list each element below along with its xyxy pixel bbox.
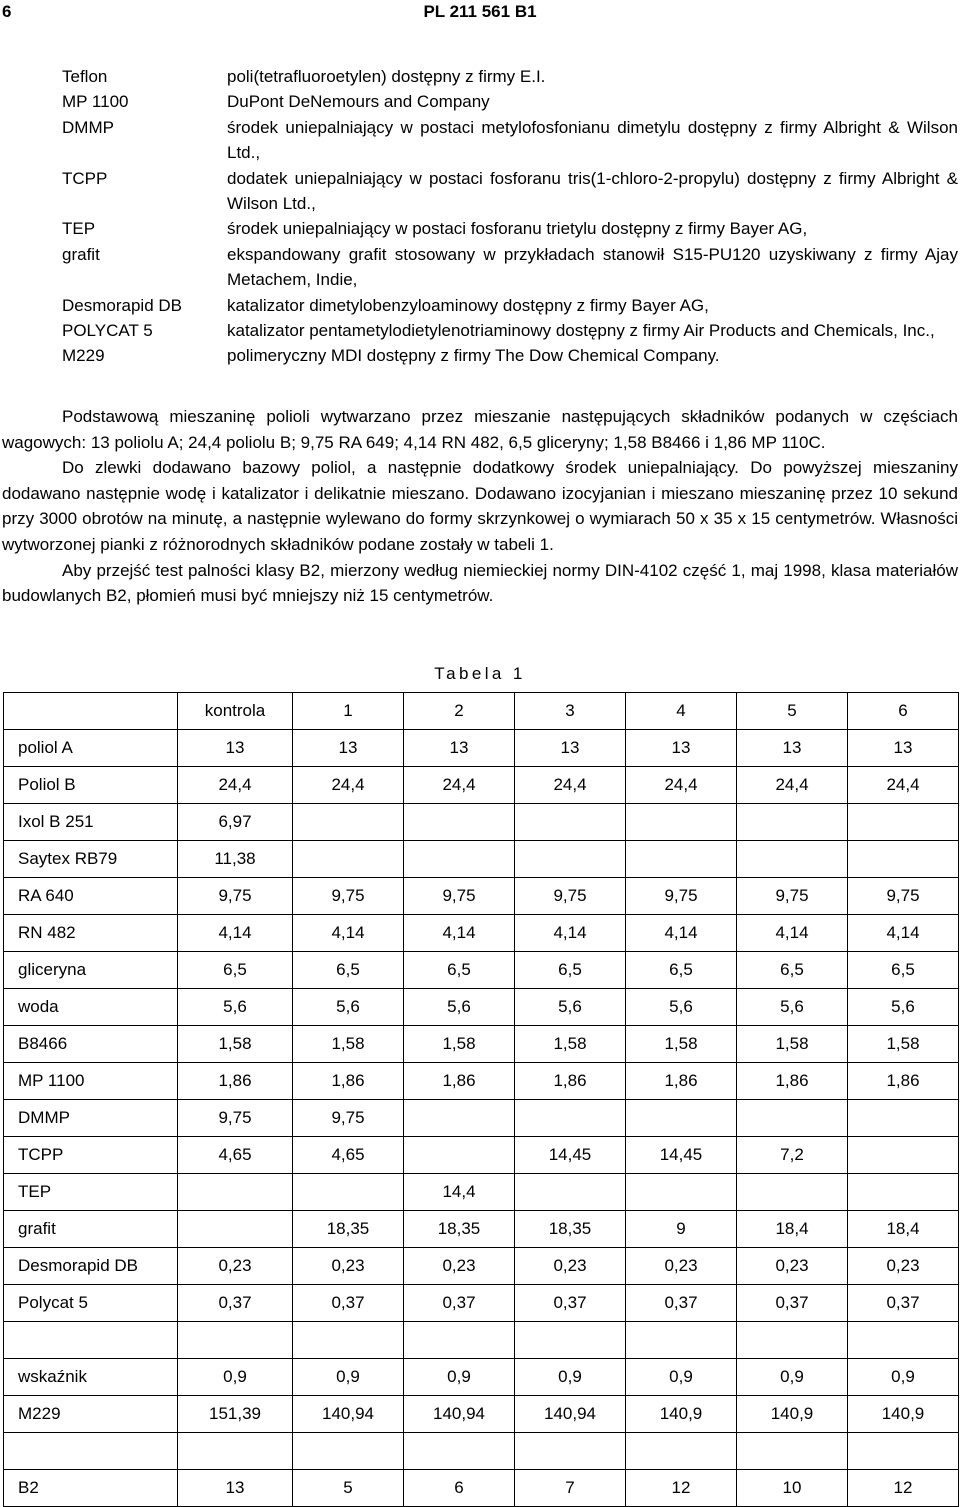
table-cell — [178, 1322, 293, 1359]
table-cell — [737, 1174, 848, 1211]
column-header: kontrola — [178, 693, 293, 730]
table-header-row — [4, 693, 959, 730]
table-cell — [515, 1100, 626, 1137]
column-header: 6 — [848, 693, 959, 730]
row-label: Poliol B — [4, 767, 178, 804]
table-row — [4, 767, 959, 804]
table-cell: 6,5 — [848, 952, 959, 989]
table-row — [4, 1248, 959, 1285]
row-label: M229 — [4, 1396, 178, 1433]
table-cell: 1,58 — [178, 1026, 293, 1063]
table-cell — [515, 1433, 626, 1470]
definition-item — [62, 293, 958, 318]
table-cell: 5,6 — [178, 989, 293, 1026]
data-table — [3, 692, 959, 1507]
table-cell: 9,75 — [404, 878, 515, 915]
table-cell: 4,14 — [848, 915, 959, 952]
table-cell: 13 — [404, 730, 515, 767]
table-cell: 0,37 — [737, 1285, 848, 1322]
table-cell: 0,9 — [626, 1359, 737, 1396]
table-cell: 18,35 — [293, 1211, 404, 1248]
row-label: TEP — [4, 1174, 178, 1211]
table-cell — [737, 1433, 848, 1470]
table-cell: 9,75 — [737, 878, 848, 915]
table-row — [4, 730, 959, 767]
column-header — [4, 693, 178, 730]
table-cell: 7,2 — [737, 1137, 848, 1174]
table-row — [4, 989, 959, 1026]
table-cell — [515, 804, 626, 841]
table-cell — [404, 804, 515, 841]
table-cell — [178, 1433, 293, 1470]
table-cell: 24,4 — [404, 767, 515, 804]
definition-item — [62, 115, 958, 166]
definition-description: katalizator pentametylodietylenotriaminowy dostępny z firmy Air Products and Chemicals, Inc., — [227, 321, 935, 341]
table-cell: 13 — [178, 730, 293, 767]
table-cell: 140,94 — [515, 1396, 626, 1433]
table-cell: 0,23 — [848, 1248, 959, 1285]
table-cell: 4,14 — [178, 915, 293, 952]
table-row — [4, 1063, 959, 1100]
table-cell: 1,86 — [737, 1063, 848, 1100]
table-cell — [293, 841, 404, 878]
table-cell: 24,4 — [848, 767, 959, 804]
table-cell: 18,35 — [515, 1211, 626, 1248]
definition-term: Teflon — [62, 67, 108, 86]
table-cell: 140,9 — [848, 1396, 959, 1433]
table-cell: 13 — [293, 730, 404, 767]
table-cell: 1,58 — [293, 1026, 404, 1063]
table-cell: 140,94 — [293, 1396, 404, 1433]
definition-description: środek uniepalniający w postaci metylofosfonianu dimetylu dostępny z firmy Albright & Wilson Ltd., — [227, 117, 958, 163]
table-row — [4, 952, 959, 989]
table-cell: 0,9 — [404, 1359, 515, 1396]
table-cell: 0,23 — [737, 1248, 848, 1285]
table-cell: 140,9 — [626, 1396, 737, 1433]
table-cell: 4,14 — [515, 915, 626, 952]
row-label: Polycat 5 — [4, 1285, 178, 1322]
table-cell: 1,58 — [404, 1026, 515, 1063]
table-cell — [404, 1322, 515, 1359]
table-cell: 6,5 — [515, 952, 626, 989]
table-row — [4, 878, 959, 915]
paragraph: Aby przejść test palności klasy B2, mierzony według niemieckiej normy DIN-4102 część 1, maj 1998, klasa materiałów budowlanych B2, płomień musi być mniejszy niż 15 centymetrów. — [2, 560, 958, 606]
table-row — [4, 1026, 959, 1063]
table-row — [4, 1137, 959, 1174]
table-cell: 0,37 — [848, 1285, 959, 1322]
table-cell — [293, 1322, 404, 1359]
table-cell: 140,94 — [404, 1396, 515, 1433]
table-caption: Tabela 1 — [434, 664, 526, 683]
table-cell — [848, 1322, 959, 1359]
table-cell: 13 — [848, 730, 959, 767]
table-cell — [178, 1211, 293, 1248]
table-cell — [737, 841, 848, 878]
table-cell: 4,14 — [404, 915, 515, 952]
definition-item — [62, 64, 958, 89]
table-cell: 4,14 — [737, 915, 848, 952]
table-cell: 9,75 — [626, 878, 737, 915]
table-cell: 9 — [626, 1211, 737, 1248]
table-cell: 0,9 — [293, 1359, 404, 1396]
table-cell: 11,38 — [178, 841, 293, 878]
table-cell — [848, 1174, 959, 1211]
table-cell: 1,86 — [293, 1063, 404, 1100]
table-cell — [848, 1137, 959, 1174]
table-row — [4, 1322, 959, 1359]
table-row — [4, 1100, 959, 1137]
table-cell: 24,4 — [293, 767, 404, 804]
definition-description: ekspandowany grafit stosowany w przykładach stanowił S15-PU120 uzyskiwany z firmy Ajay Metachem, Indie, — [227, 244, 958, 290]
table-cell: 0,23 — [626, 1248, 737, 1285]
page-number: 6 — [2, 2, 12, 21]
table-row — [4, 1470, 959, 1507]
row-label — [4, 1322, 178, 1359]
table-cell: 0,37 — [178, 1285, 293, 1322]
row-label: RA 640 — [4, 878, 178, 915]
table-cell: 6 — [404, 1470, 515, 1507]
table-row — [4, 1285, 959, 1322]
table-row — [4, 915, 959, 952]
table-row — [4, 1433, 959, 1470]
definition-term: M229 — [62, 346, 105, 366]
table-cell: 1,86 — [404, 1063, 515, 1100]
table-cell: 4,65 — [178, 1137, 293, 1174]
table-cell: 6,5 — [293, 952, 404, 989]
table-cell: 0,9 — [848, 1359, 959, 1396]
table-cell: 0,23 — [404, 1248, 515, 1285]
table-cell: 1,58 — [737, 1026, 848, 1063]
table-cell: 1,58 — [515, 1026, 626, 1063]
table-cell: 1,86 — [178, 1063, 293, 1100]
table-cell: 0,37 — [293, 1285, 404, 1322]
definition-term: TCPP — [62, 168, 108, 188]
table-cell: 5,6 — [626, 989, 737, 1026]
table-cell — [626, 841, 737, 878]
table-cell — [178, 1174, 293, 1211]
table-cell — [737, 1100, 848, 1137]
table-cell: 24,4 — [515, 767, 626, 804]
table-cell: 0,37 — [626, 1285, 737, 1322]
table-cell: 0,9 — [178, 1359, 293, 1396]
table-cell: 6,5 — [626, 952, 737, 989]
table-cell: 5,6 — [515, 989, 626, 1026]
table-cell: 1,86 — [626, 1063, 737, 1100]
table-cell — [404, 1433, 515, 1470]
definition-item — [62, 166, 958, 217]
table-cell: 14,45 — [626, 1137, 737, 1174]
table-cell: 0,9 — [737, 1359, 848, 1396]
table-cell: 1,58 — [848, 1026, 959, 1063]
table-cell — [404, 1137, 515, 1174]
definition-term: grafit — [62, 244, 100, 264]
table-cell — [626, 1174, 737, 1211]
table-cell — [848, 1100, 959, 1137]
definition-term: Desmorapid DB — [62, 295, 182, 315]
definition-term: DMMP — [62, 117, 114, 137]
row-label: B8466 — [4, 1026, 178, 1063]
table-row — [4, 1359, 959, 1396]
table-cell — [515, 1322, 626, 1359]
table-cell: 18,4 — [737, 1211, 848, 1248]
row-label — [4, 1433, 178, 1470]
definition-description: poli(tetrafluoroetylen) dostępny z firmy E.I. — [227, 67, 546, 86]
table-cell: 10 — [737, 1470, 848, 1507]
table-cell: 6,5 — [737, 952, 848, 989]
table-cell — [515, 1174, 626, 1211]
table-cell: 9,75 — [848, 878, 959, 915]
definition-item — [62, 242, 958, 293]
table-cell: 151,39 — [178, 1396, 293, 1433]
table-row — [4, 1174, 959, 1211]
column-header: 2 — [404, 693, 515, 730]
table-cell — [293, 804, 404, 841]
definition-description: katalizator dimetylobenzyloaminowy dostępny z firmy Bayer AG, — [227, 295, 709, 315]
row-label: Ixol B 251 — [4, 804, 178, 841]
table-cell: 18,4 — [848, 1211, 959, 1248]
row-label: RN 482 — [4, 915, 178, 952]
table-cell: 13 — [178, 1470, 293, 1507]
table-cell: 9,75 — [293, 878, 404, 915]
table-cell — [293, 1174, 404, 1211]
definition-description: środek uniepalniający w postaci fosforanu trietylu dostępny z firmy Bayer AG, — [227, 219, 808, 239]
table-row — [4, 1396, 959, 1433]
table-cell — [737, 804, 848, 841]
table-row — [4, 841, 959, 878]
table-cell — [848, 1433, 959, 1470]
table-cell: 5,6 — [737, 989, 848, 1026]
row-label: B2 — [4, 1470, 178, 1507]
document-id: PL 211 561 B1 — [423, 2, 537, 21]
table-cell — [626, 804, 737, 841]
table-cell: 0,37 — [404, 1285, 515, 1322]
row-label: Desmorapid DB — [4, 1248, 178, 1285]
table-cell: 14,45 — [515, 1137, 626, 1174]
table-cell: 12 — [848, 1470, 959, 1507]
table-cell: 12 — [626, 1470, 737, 1507]
row-label: gliceryna — [4, 952, 178, 989]
table-cell: 1,58 — [626, 1026, 737, 1063]
column-header: 3 — [515, 693, 626, 730]
table-cell — [626, 1100, 737, 1137]
table-cell: 4,14 — [626, 915, 737, 952]
definition-term: TEP — [62, 219, 96, 239]
table-cell — [404, 1100, 515, 1137]
table-cell: 9,75 — [515, 878, 626, 915]
definition-item — [62, 89, 958, 114]
table-cell: 6,5 — [178, 952, 293, 989]
table-cell: 4,65 — [293, 1137, 404, 1174]
paragraph: Podstawową mieszaninę polioli wytwarzano przez mieszanie następujących składników podanych w częściach wagowych: 13 poliolu A; 24,4 poliolu B; 9,75 RA 649; 4,14 RN 482, 6,5 gliceryny; 1,58 B8466 i 1,86 MP 110C. — [2, 407, 958, 452]
page-header — [0, 2, 960, 26]
table-cell: 5,6 — [404, 989, 515, 1026]
table-cell: 1,86 — [848, 1063, 959, 1100]
row-label: poliol A — [4, 730, 178, 767]
row-label: grafit — [4, 1211, 178, 1248]
definition-description: polimeryczny MDI dostępny z firmy The Dow Chemical Company. — [227, 346, 720, 366]
definition-item — [62, 318, 958, 343]
table-cell: 18,35 — [404, 1211, 515, 1248]
table-cell: 9,75 — [293, 1100, 404, 1137]
row-label: MP 1100 — [4, 1063, 178, 1100]
definition-term: MP 1100 — [62, 92, 129, 112]
paragraph: Do zlewki dodawano bazowy poliol, a następnie dodatkowy środek uniepalniający. Do powyższej mieszaniny dodawano następnie wodę i katalizator i delikatnie mieszano. Dodawano izocyjanian i mieszano mieszaninę przez 10 sekund przy 3000 obrotów na minutę, a następnie wylewano do formy skrzynkowej o wymiarach 50 x 35 x 15 centymetrów. Własności wytworzonej pianki z różnorodnych składników podane zostały w tabeli 1. — [2, 458, 958, 554]
table-cell: 5 — [293, 1470, 404, 1507]
column-header: 5 — [737, 693, 848, 730]
table-cell: 6,97 — [178, 804, 293, 841]
table-cell — [848, 841, 959, 878]
table-cell — [737, 1322, 848, 1359]
table-cell: 14,4 — [404, 1174, 515, 1211]
table-cell — [848, 804, 959, 841]
column-header: 1 — [293, 693, 404, 730]
row-label: DMMP — [4, 1100, 178, 1137]
table-cell — [626, 1322, 737, 1359]
table-row — [4, 804, 959, 841]
table-cell: 24,4 — [737, 767, 848, 804]
row-label: Saytex RB79 — [4, 841, 178, 878]
table-cell: 7 — [515, 1470, 626, 1507]
table-cell — [293, 1433, 404, 1470]
table-cell: 24,4 — [178, 767, 293, 804]
body-text — [2, 404, 958, 609]
definition-term: POLYCAT 5 — [62, 321, 153, 341]
definition-item — [62, 343, 958, 368]
table-cell: 4,14 — [293, 915, 404, 952]
table-cell: 9,75 — [178, 1100, 293, 1137]
row-label: TCPP — [4, 1137, 178, 1174]
table-cell: 13 — [737, 730, 848, 767]
table-cell: 5,6 — [848, 989, 959, 1026]
table-cell: 0,37 — [515, 1285, 626, 1322]
table-cell: 0,9 — [515, 1359, 626, 1396]
table-cell: 140,9 — [737, 1396, 848, 1433]
table-cell: 13 — [515, 730, 626, 767]
table-row — [4, 1211, 959, 1248]
definitions-list — [62, 64, 958, 369]
table-cell: 9,75 — [178, 878, 293, 915]
table-cell: 5,6 — [293, 989, 404, 1026]
definition-description: DuPont DeNemours and Company — [227, 92, 490, 112]
table-cell: 24,4 — [626, 767, 737, 804]
table-cell: 6,5 — [404, 952, 515, 989]
table-cell — [515, 841, 626, 878]
table-cell — [626, 1433, 737, 1470]
row-label: woda — [4, 989, 178, 1026]
table-cell: 13 — [626, 730, 737, 767]
table-cell: 0,23 — [293, 1248, 404, 1285]
table-cell: 0,23 — [178, 1248, 293, 1285]
definition-description: dodatek uniepalniający w postaci fosforanu tris(1-chloro-2-propylu) dostępny z firmy Albright & Wilson Ltd., — [227, 168, 958, 214]
definition-item — [62, 216, 958, 241]
table-cell: 1,86 — [515, 1063, 626, 1100]
column-header: 4 — [626, 693, 737, 730]
table-cell: 0,23 — [515, 1248, 626, 1285]
table-cell — [404, 841, 515, 878]
row-label: wskaźnik — [4, 1359, 178, 1396]
